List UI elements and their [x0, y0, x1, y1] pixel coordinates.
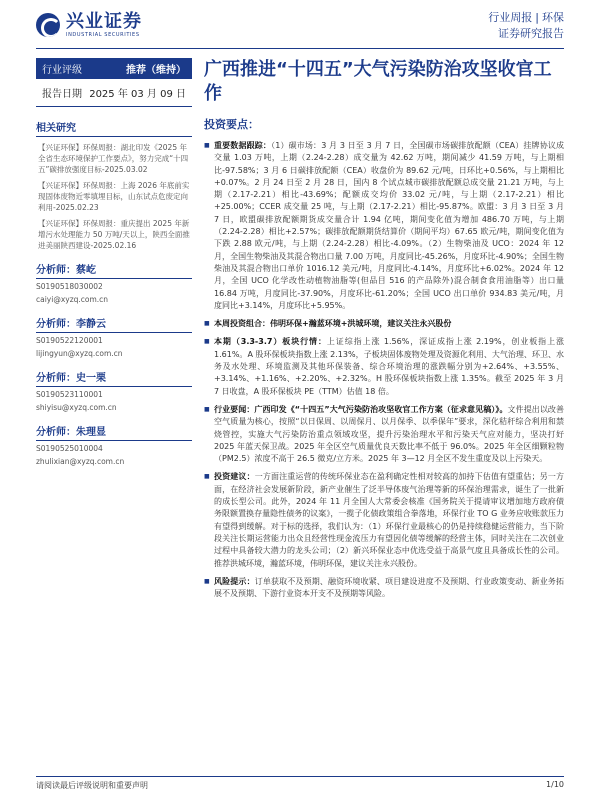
footer-divider [36, 776, 564, 777]
footer-disclaimer: 请阅读最后评级说明和重要声明 [36, 781, 148, 790]
point-lead: 投资建议： [214, 472, 255, 482]
report-title: 广西推进“十四五”大气污染防治攻坚收官工作 [204, 59, 552, 104]
analyst-code: S0190522120001 [36, 336, 103, 345]
related-item[interactable]: 【兴证环保】环保周报：重庆提出 2025 年新增污水处理能力 50 万吨/天以上，陕西全面推进美丽陕西建设-2025.02.16 [38, 219, 190, 250]
point-lead: 行业要闻：广西印发《“十四五”大气污染防治攻坚收官工作方案（征求意见稿）》。 [214, 404, 508, 414]
point-news [204, 404, 564, 465]
point-text: （1）碳市场：3 月 3 日至 3 月 7 日，全国碳市场碳排放配额（CEA）挂牌协议成交量 1.03 万吨，上期（2.24-2.28）成交量为 42.62 万吨，期间减少 41.59 万吨，与上期相比-97.58%；3 月 6 日碳排放配额（CEA）收盘价为 89.62 元/吨，日环比+0.56%，与上期相比+0.07%。2 月 24 日至 2 月 28 日，国内 8 个试点城市碳排放配额总成交量 21.21 万吨，与上期（2.17-2.21）相比-43.69%；配额成交均价 33.02 元/吨，与上期（2.17-2.21）相比+25.00%；CCER 成交量 25 吨，与上期（2.17-2.21）相比-95.87%。欧盟：3 月 3 日至 3 月 7 日，欧盟碳排放配额期货成交量合计 1.94 亿吨，期间变化值为增加 486.70 万吨，与上期（2.24-2.28）相比+2.57%；碳排放配额期货结算价（期间平均）67.65 欧元/吨，期间变化值为下跌 2.88 欧元/吨，与上期（2.24-2.28）相比-4.09%。（2）生物柴油及 UCO：2024 年 12 月，全国生物柴油及其混合物出口量 7.00 万吨，月度同比-45.26%，月度环比-4.90%；全国生物柴油及其混合物出口单价 1016.12 美元/吨，月度同比-4.14%，月度环比+6.02%。2024 年 12 月，全国 UCO 化学改性动植物油脂等(但品目 516 的产品除外)混合制食食用油脂等）出口量 16.84 万吨，月度同比-37.90%，月度环比-61.20%；全国 UCO 出口单价 934.83 美元/吨，月度同比+3.14%，月度环比+5.95%。 [214, 141, 564, 310]
main-content [204, 58, 564, 606]
point-lead: 风险提示： [214, 576, 255, 586]
analyst-name: 分析师：蔡屹 [36, 261, 192, 279]
investment-points-title: 投资要点： [204, 118, 259, 131]
page-number: 1/10 [546, 780, 564, 789]
related-research-title: 相关研究 [36, 119, 192, 137]
investment-points [204, 140, 564, 600]
point-lead: 本期（3.3-3.7）板块行情： [214, 337, 327, 347]
logo-name-cn: 兴业证券 [66, 11, 142, 32]
sidebar [36, 58, 192, 467]
point-lead: 重要数据跟踪： [214, 141, 272, 150]
analyst-block [36, 369, 192, 413]
analyst-code: S0190518030002 [36, 282, 103, 291]
point-lead: 本周投资组合：伟明环保+瀚蓝环境+洪城环境，建议关注永兴股份 [214, 319, 452, 329]
point-risk [204, 576, 564, 601]
point-market [204, 336, 564, 397]
date-value: 2025 年 03 月 09 日 [89, 89, 186, 100]
report-tags [488, 10, 564, 42]
analyst-code: S0190525010004 [36, 444, 103, 453]
analyst-email[interactable]: zhulixian@xyzq.com.cn [36, 457, 125, 466]
point-recommendation [204, 471, 564, 569]
point-text: 一方面注重运营的传统环保业态在盈利确定性相对较高的加持下估值有望重估；另一方面，在经济社会发展新阶段，新产业催生了泛半导体废气治理等新的环保治理需求，诞生了一批新的成长型公司。此外，2024 年 11 月全国人大常委会核准《国务院关于提请审议增加地方政府债务限额置换存量隐性债务的议案》，一揽子化债政策组合拳落地，环保行业 TO G 业务应收账款压力有望得到缓解。对于标的选择，我们认为：（1）环保行业最核心的仍是持续稳健运营能力，当下阶段关注长期运营能力出众且经营性现金流压力有望因化债等缓解的经营主体，同时关注在二次创业过程中具备较大潜力的龙头公司；（2）新兴环保业态中优选受益于高景气度且具备成长性的公司。推荐洪城环境，瀚蓝环境，伟明环保，建议关注永兴股份。 [214, 472, 565, 568]
analyst-email[interactable]: shiyisu@xyzq.com.cn [36, 403, 117, 412]
point-text: 订单获取不及预期、融资环境收紧、项目建设进度不及预期、行业政策变动、新业务拓展不及预期、下游行业资本开支不及预期等风险。 [214, 576, 565, 599]
analyst-name: 分析师：史一栗 [36, 369, 192, 387]
point-text: 上证综指上涨 1.56%，深证成指上涨 2.19%，创业板指上涨 1.61%。A 股环保板块指数上涨 2.13%，子板块固体废物处理及资源化利用、大气治理、环卫、水务及水处理、环境监测及其他环保装备、综合环境治理的涨跌幅分别为+2.64%、+3.55%、+3.14%、+1.16%、+2.20%、+2.32%。H 股环保板块指数上涨 1.35%。截至 2025 年 3 月 7 日收盘，A 股环保板块 PE（TTM）估值 18 倍。 [214, 337, 564, 396]
rating-bar [36, 58, 192, 79]
date-label: 报告日期 [42, 89, 82, 100]
analyst-name: 分析师：李静云 [36, 315, 192, 333]
analyst-block [36, 315, 192, 359]
tag-separator: | [535, 11, 539, 24]
logo-mark-icon [36, 13, 60, 37]
rating-value: 推荐（维持） [126, 65, 186, 76]
point-data-tracking [204, 140, 564, 312]
analyst-block [36, 423, 192, 467]
tag-weekly: 行业周报 [488, 11, 533, 24]
tag-industry: 环保 [542, 11, 564, 24]
tag-report-type: 证券研究报告 [498, 27, 564, 40]
related-item[interactable]: 【兴证环保】环保周报：湖北印发《2025 年全省生态环境保护工作要点》，努力完成“十四五”碳排放强度目标-2025.03.02 [38, 143, 189, 174]
company-logo [36, 12, 142, 38]
analyst-name: 分析师：朱理显 [36, 423, 192, 441]
point-portfolio [204, 318, 564, 330]
report-date-row [36, 79, 192, 107]
logo-name-en: INDUSTRIAL SECURITIES [66, 32, 140, 38]
analyst-code: S0190523110001 [36, 390, 103, 399]
point-text: 文件提出以改善空气质量为核心，按照“以日保周、以周保月、以月保季、以季保年”要求，深化秸秆综合利用和禁烧管控，实施大气污染防治重点领域攻坚，提升污染治理水平和污染天气应对能力，坚决打好 2025 年蓝天保卫战。2025 年全区空气质量优良天数比率不低于 96.0%。2025 年全区细颗粒物（PM2.5）浓度不高于 26.5 微克/立方米。2025 年 3—12 月全区不发生重度及以上污染天。 [214, 404, 565, 464]
header-divider [36, 48, 564, 49]
analyst-email[interactable]: caiyi@xyzq.com.cn [36, 295, 109, 304]
analyst-block [36, 261, 192, 305]
analyst-email[interactable]: lijingyun@xyzq.com.cn [36, 349, 123, 358]
rating-label: 行业评级 [42, 65, 82, 76]
related-item[interactable]: 【兴证环保】环保周报：上海 2026 年底前实现固体废物近零填埋目标，山东试点危废定向利用-2025.02.23 [38, 181, 190, 212]
